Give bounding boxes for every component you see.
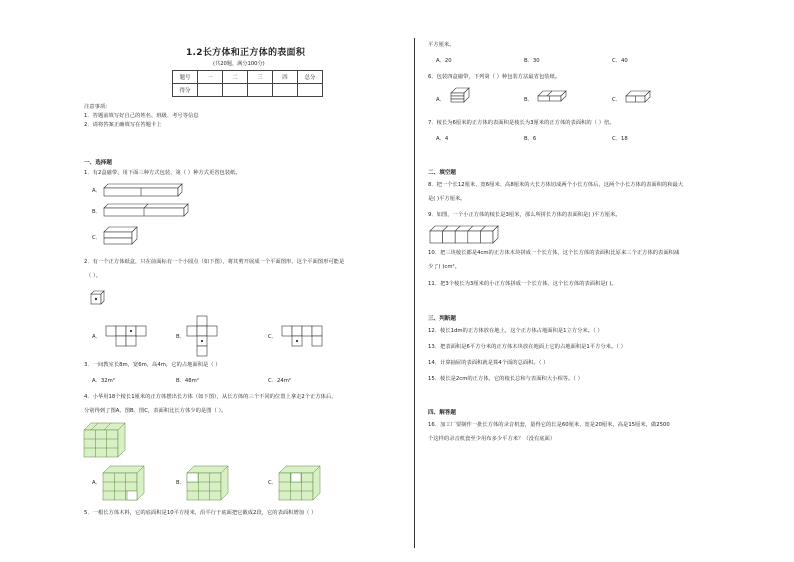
q6-option-c-figure: [626, 91, 652, 105]
score-cell[interactable]: [198, 84, 223, 97]
q2-cube-with-dot: [90, 290, 106, 306]
option-text: A．20: [436, 58, 452, 64]
question-10-cont: 少了( )cm²。: [428, 264, 460, 270]
score-cell: 总分: [298, 71, 323, 84]
score-cell[interactable]: [248, 84, 273, 97]
score-cell[interactable]: [223, 84, 248, 97]
notice-item: 1．答题前填写好自己的姓名、班级、考号等信息: [84, 113, 199, 119]
option-label: C．: [268, 334, 277, 340]
option-text: B．6: [524, 136, 537, 142]
score-cell: 一: [198, 71, 223, 84]
q1-option-b-figure: [104, 203, 190, 219]
option-label: C．: [92, 235, 101, 241]
option-label: C．: [612, 97, 621, 103]
option-text: A．4: [436, 136, 449, 142]
q4-option-a-figure: [103, 466, 147, 502]
notice-item: 2．请将答案正确填写在答题卡上: [84, 122, 162, 128]
q2-net-c: [281, 325, 331, 353]
option-text: C．24m²: [268, 378, 292, 384]
question-7: 7．棱长为6厘米的正方体的表面积是棱长为3厘米的正方体的表面积的（ ）倍。: [428, 120, 615, 126]
score-table-score-row: [173, 84, 323, 97]
section-heading-choice: 一、选择题: [84, 160, 112, 166]
question-8-cont: 是( )平方厘米。: [428, 196, 466, 202]
option-text: B．30: [524, 58, 540, 64]
q6-option-b-figure: [538, 91, 568, 105]
section-heading-judge: 三、判断题: [428, 316, 456, 322]
q1-option-c-figure: [104, 226, 140, 248]
question-8: 8．把一个长12厘米、宽6厘米、高8厘米的大长方体切成两个小长方体后，这两个小长方体的表面积的和最大: [428, 182, 684, 188]
score-cell[interactable]: [298, 84, 323, 97]
q2-net-b: [186, 315, 222, 357]
score-table-header-row: [173, 71, 323, 84]
question-12: 12．棱长1dm的正方体放在地上，这个正方体占地面积是1立方分米。（ ）: [428, 328, 603, 334]
page-title: 1.2长方体和正方体的表面积: [186, 48, 306, 58]
option-text: A．32m²: [92, 378, 115, 384]
option-label: B．: [524, 97, 533, 103]
question-14: 14．计算抽屉的表面积就是算4个面的总面积。（ ）: [428, 360, 549, 366]
question-16-cont: 个这样的录音机套至少用布多少平方米？（没有底面）: [428, 436, 556, 442]
question-5-cont: 平方厘米。: [428, 42, 455, 48]
option-text: B．48m²: [176, 378, 199, 384]
section-heading-fill: 二、填空题: [428, 170, 456, 176]
notice-heading: 注意事项:: [84, 104, 107, 110]
option-label: A．: [92, 334, 101, 340]
question-5: 5．一根长方体木料，它的底面积是10平方厘米，沿平行于底面把它截成2段，它的表面积增加（ ）: [84, 510, 317, 516]
column-divider: [414, 38, 415, 548]
question-3: 3．一间教室长8m，宽6m，高4m，它的占地面积是（ ）: [84, 362, 221, 368]
question-2-cont: （ ）。: [86, 273, 101, 279]
option-text: C．18: [612, 136, 628, 142]
q1-option-a-figure: [104, 183, 184, 199]
score-table: [172, 70, 323, 97]
question-10: 10．把三块棱长都是4cm的正方体木块拼成一个长方体，这个长方体的表面积比原来三个正方体的表面积减: [428, 250, 680, 256]
question-13: 13．把表面积是6平方分米的正方体木块放在地面上它的占地面积是1平方分米。（ ）: [428, 344, 626, 350]
option-label: A．: [436, 97, 445, 103]
question-9: 9．如图，一个小正方体的棱长是3厘米，那么所拼长方体的表面积是( )平方厘米。: [428, 212, 621, 218]
score-cell: 四: [273, 71, 298, 84]
question-16: 16．加工厂要制作一批长方体的录音机套，量得它的长是60厘米，宽是20厘米，高是15厘米，做2500: [428, 422, 670, 428]
question-11: 11．把3个棱长为3厘米的小正方体拼成一个长方体，这个长方体的表面积是( )。: [428, 281, 617, 287]
score-cell: 二: [223, 71, 248, 84]
option-label: A．: [92, 188, 101, 194]
question-15: 15．棱长是2cm的正方体，它的棱长总和与表面积大小相等。（ ）: [428, 376, 583, 382]
q4-cuboid-figure: [84, 423, 128, 459]
q6-option-a-figure: [451, 88, 471, 106]
option-label: B．: [176, 480, 185, 486]
score-cell: 三: [248, 71, 273, 84]
question-4-cont: 分别得到了图A、图B、图C，表面积比长方体少的是图（ ）。: [84, 408, 227, 414]
page-subtitle: (共20题，满分100分): [213, 61, 265, 67]
question-6: 6．包装四盒磁带，下列第（ ）种包装方法最省包装纸。: [428, 74, 561, 80]
q9-cubes-figure: [430, 226, 500, 246]
q4-option-b-figure: [187, 466, 231, 502]
score-cell: 题号: [173, 71, 198, 84]
option-label: C．: [268, 480, 277, 486]
q2-net-a: [105, 325, 151, 353]
question-2: 2．有一个正方体纸盒，只在前面标有一个小圆点（如下图），将其剪开展成一个平面图形，这个平面图形可能是: [84, 259, 345, 265]
q4-option-c-figure: [279, 466, 323, 502]
option-label: B．: [92, 209, 101, 215]
section-heading-answer: 四、解答题: [428, 410, 456, 416]
option-label: A．: [92, 480, 101, 486]
question-1: 1．有2盒磁带，用下面三种方式包装，第（ ）种方式更省包装纸。: [84, 170, 241, 176]
question-4: 4．小华用18个棱长1厘米的正方体摆出长方体（如下图），从长方体的三个不同的位置上拿走2个正方体后，: [84, 394, 337, 400]
option-text: C．40: [612, 58, 628, 64]
score-cell: 得分: [173, 84, 198, 97]
score-cell[interactable]: [273, 84, 298, 97]
option-label: B．: [176, 334, 185, 340]
